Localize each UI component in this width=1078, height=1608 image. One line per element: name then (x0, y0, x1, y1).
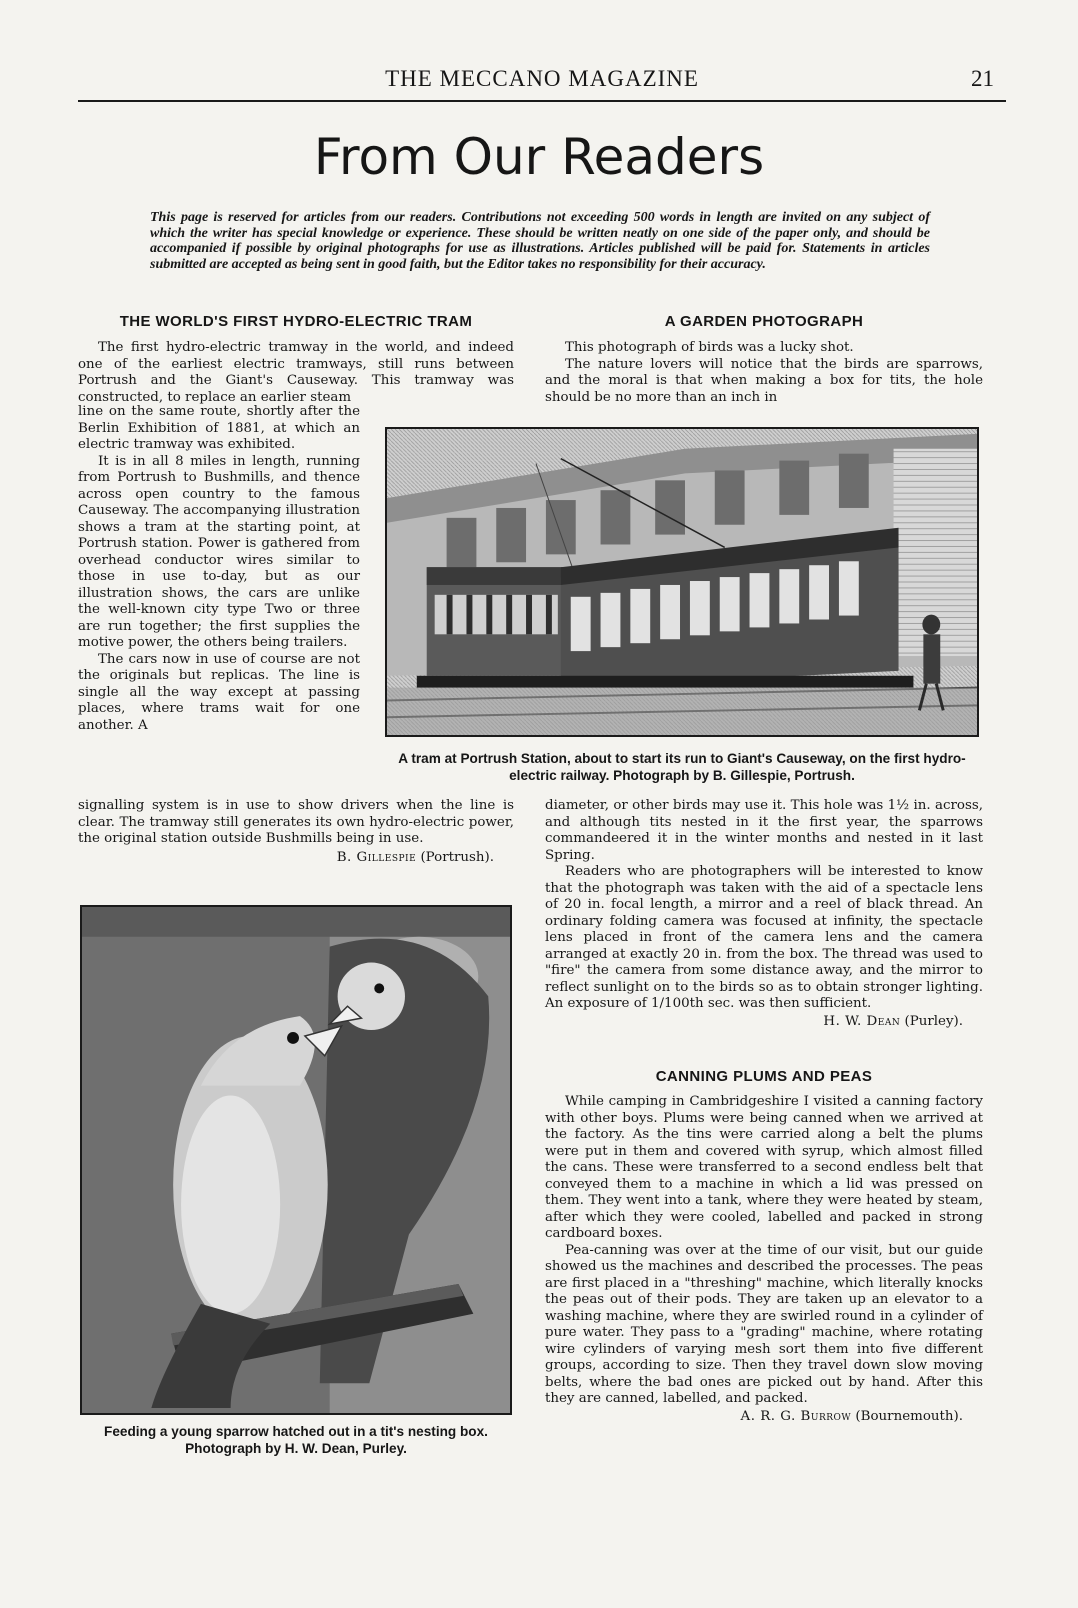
tram-author-name: B. Gillespie (336, 849, 417, 865)
garden-article-paragraph: This photograph of birds was a lucky shot. (565, 340, 854, 355)
canning-article-body (545, 1094, 983, 1408)
canning-article-byline (545, 1409, 963, 1424)
canning-article-paragraph: While camping in Cambridgeshire I visited a canning factory with other boys. Plums were being canned when we arrived at the factory. As the tins were carried along a belt the plums were put in them and covered with syrup, which almost filled the cans. These were transferred to a second endless belt that conveyed them to a machine in which a lid was pressed on them. They went into a tank, where they were heated by steam, after which they were cooled, labelled and packed in strong cardboard boxes. (545, 1094, 983, 1241)
garden-article-paragraph: The nature lovers will notice that the birds are sparrows, and the moral is that when making a box for tits, the hole should be no more than an inch in (545, 356, 983, 405)
running-head (78, 66, 1006, 102)
sparrow-photo (80, 905, 512, 1415)
garden-article-body-top (545, 340, 983, 406)
tram-article-paragraph: The cars now in use of course are not the originals but replicas. The line is single all the way except at passing places, where trams wait for one another. A (78, 651, 360, 733)
canning-author-name: A. R. G. Burrow (740, 1408, 852, 1424)
tram-article-body-top (78, 340, 514, 406)
tram-article-heading: THE WORLD'S FIRST HYDRO-ELECTRIC TRAM (119, 313, 473, 330)
tram-article-paragraph: line on the same route, shortly after the Berlin Exhibition of 1881, at which an electric tramway was exhibited. (78, 404, 360, 452)
page-number: 21 (971, 66, 994, 91)
garden-article-paragraph: diameter, or other birds may use it. This hole was 1½ in. across, and although tits nested in it the first year, the sparrows commandeered it in the winter months and nested in it last Spring. (545, 798, 983, 863)
garden-article-heading: A GARDEN PHOTOGRAPH (664, 313, 864, 330)
tram-article-byline (78, 850, 494, 865)
garden-author-place: (Purley). (904, 1013, 963, 1029)
tram-author-place: (Portrush). (420, 849, 494, 865)
sparrow-photo-caption: Feeding a young sparrow hatched out in a tit's nesting box. Photograph by H. W. Dean, Purley. (104, 1424, 488, 1456)
canning-article-heading: CANNING PLUMS AND PEAS (655, 1068, 873, 1085)
garden-article-body-bottom (545, 798, 983, 1013)
tram-article-paragraph: It is in all 8 miles in length, running from Portrush to Bushmills, and thence across open country to the famous Causeway. The accompanying illustration shows a tram at the starting point, at Portrush station. Power is gathered from overhead conductor wires similar to those in use to-day, but as our illustration shows, the cars are unlike the well-known city type Two or three are run together; the first supplies the motive power, the others being trailers. (78, 453, 360, 650)
canning-article-paragraph: Pea-canning was over at the time of our visit, but our guide showed us the machines and described the processes. The peas are first placed in a "threshing" machine, which literally knocks the peas out of their pods. They are taken up an elevator to a washing machine, where they are swirled round in a cylinder of pure water. They pass to a "grading" machine, where rotating wire cylinders of varying mesh sort them into five different groups, according to size. Then they travel down slow moving belts, where the bad ones are picked out by hand. After this they are canned, labelled, and packed. (545, 1242, 983, 1406)
garden-article-top (545, 313, 983, 406)
magazine-name: THE MECCANO MAGAZINE (385, 66, 699, 91)
canning-author-place: (Bournemouth). (855, 1408, 963, 1424)
sparrow-illustration (82, 907, 510, 1413)
garden-article-paragraph: Readers who are photographers will be interested to know that the photograph was taken with the aid of a spectacle lens of 20 in. focal length, a mirror and a reel of black thread. An ordinary folding camera was focused at infinity, the spectacle lens placed in front of the camera lens and the camera arranged at exactly 20 in. from the box. The thread was used to "fire" the camera from some distance away, and the mirror to reflect sunlight on to the birds so as to obtain stronger lighting. An exposure of 1/100th sec. was then sufficient. (545, 864, 983, 1011)
tram-article-paragraph: The first hydro-electric tramway in the world, and indeed one of the earliest electric tramways, still runs between Portrush and the Giant's Causeway. This tramway was constructed, to replace an earlier steam (78, 340, 514, 405)
intro-text: This page is reserved for articles from our readers. Contributions not exceeding 500 words in length are invited on any subject of which the writer has special knowledge or experience. These should be written neatly on one side of the paper only, and should be accompanied if possible by original photographs for use as illustrations. Articles published will be paid for. Statements in articles submitted are accepted as being sent in good faith, but the Editor takes no responsibility for their accuracy. (150, 210, 930, 272)
garden-author-name: H. W. Dean (823, 1013, 901, 1029)
tram-article-body-bottom (78, 798, 514, 848)
garden-article-bottom (545, 798, 983, 1029)
tram-article (78, 313, 514, 406)
tram-photo (385, 427, 979, 737)
tram-illustration (387, 429, 977, 735)
page-title: From Our Readers (313, 128, 765, 186)
garden-article-byline (545, 1014, 963, 1029)
tram-photo-caption: A tram at Portrush Station, about to start its run to Giant's Causeway, on the first hydro-electric railway. Photograph by B. Gillespie, Portrush. (398, 751, 966, 783)
tram-article-bottom (78, 798, 514, 865)
tram-article-paragraph: signalling system is in use to show drivers when the line is clear. The tramway still generates its own hydro-electric power, the original station outside Bushmills being in use. (78, 798, 514, 846)
canning-article (545, 1068, 983, 1424)
tram-article-narrow-column (78, 404, 360, 734)
